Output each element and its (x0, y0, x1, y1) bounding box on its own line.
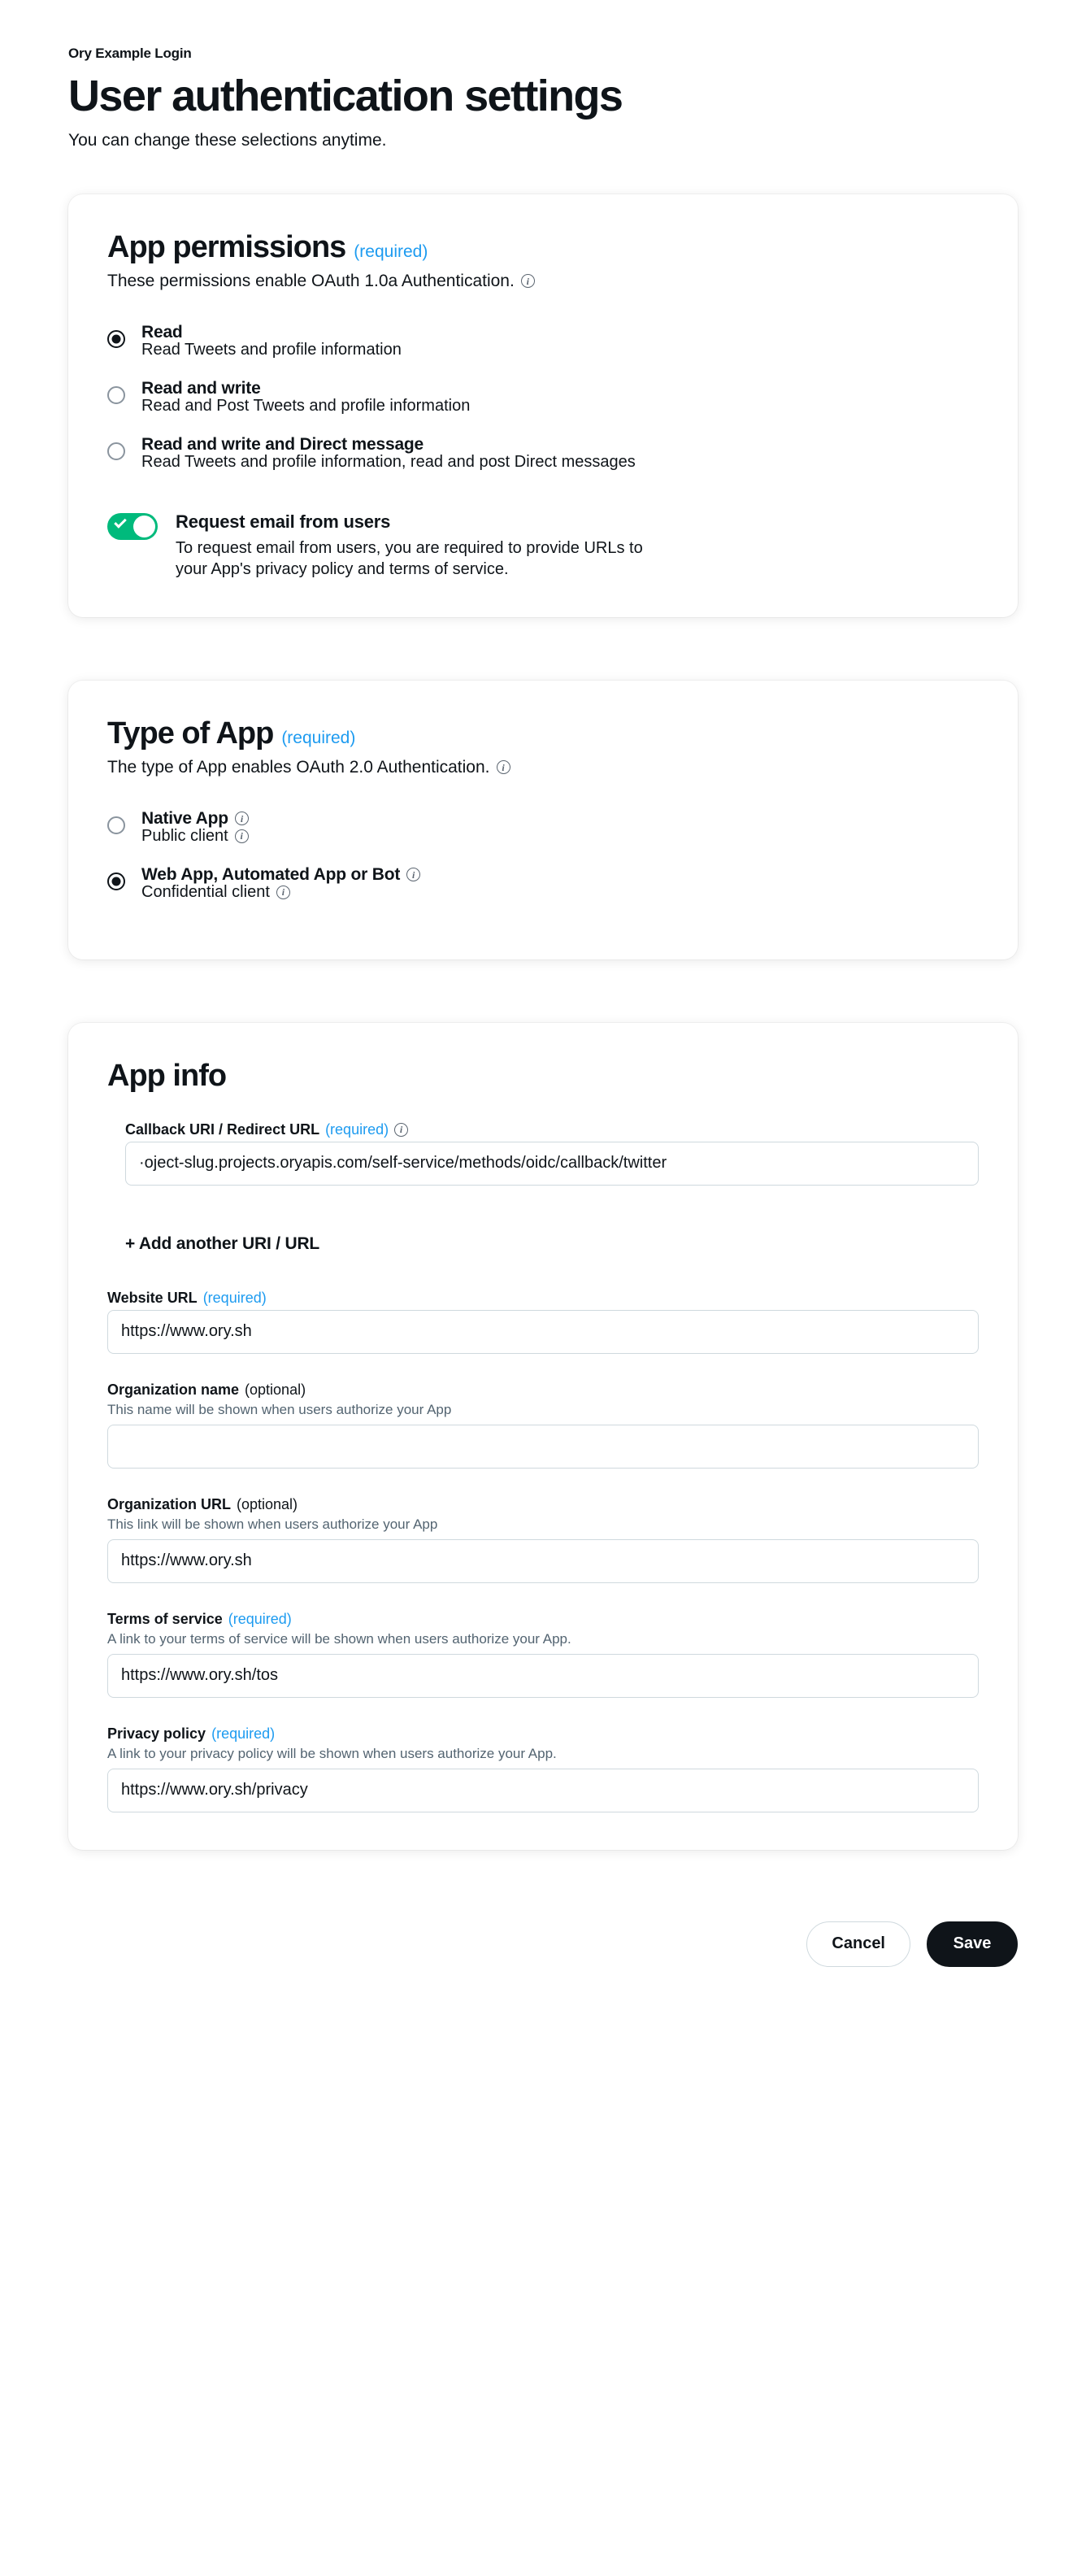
permission-option-read[interactable] (107, 324, 979, 359)
app-permissions-description (107, 272, 979, 291)
organization-url-input[interactable] (107, 1539, 979, 1583)
type-of-app-required-tag: (required) (281, 728, 356, 747)
callback-url-label-text: Callback URI / Redirect URL (125, 1120, 320, 1138)
toggle-knob (133, 516, 155, 537)
app-type-option-help-text: Confidential client (141, 882, 270, 901)
footer-actions (0, 1921, 1086, 1999)
type-of-app-card (68, 681, 1018, 959)
privacy-policy-required-tag: (required) (211, 1725, 276, 1742)
permission-option-help: Read and Post Tweets and profile information (141, 396, 471, 415)
app-info-title (107, 1059, 979, 1094)
request-email-toggle[interactable] (107, 513, 158, 540)
website-url-field (107, 1290, 979, 1354)
app-info-title-text: App info (107, 1058, 227, 1093)
privacy-policy-help: A link to your privacy policy will be shown when users authorize your App. (107, 1745, 557, 1761)
info-icon[interactable]: i (521, 274, 535, 288)
website-url-input[interactable] (107, 1310, 979, 1354)
terms-of-service-field (107, 1611, 979, 1698)
radio-icon[interactable] (107, 872, 125, 890)
radio-icon[interactable] (107, 442, 125, 460)
privacy-policy-label (107, 1725, 979, 1743)
info-icon[interactable]: i (497, 760, 510, 774)
app-type-option-help (141, 884, 290, 901)
type-of-app-description-text: The type of App enables OAuth 2.0 Authentication. (107, 757, 490, 777)
radio-icon[interactable] (107, 330, 125, 348)
radio-icon[interactable] (107, 386, 125, 404)
privacy-policy-label-text: Privacy policy (107, 1725, 206, 1742)
app-permissions-title (107, 230, 979, 265)
app-permissions-description-text: These permissions enable OAuth 1.0a Authentication. (107, 271, 515, 290)
page-header (68, 46, 1018, 150)
app-info-card (68, 1023, 1018, 1850)
app-type-option-label (141, 810, 249, 828)
organization-url-help: This link will be shown when users authorize your App (107, 1516, 438, 1532)
request-email-toggle-row[interactable] (107, 511, 979, 580)
organization-name-input[interactable] (107, 1425, 979, 1469)
save-button[interactable]: Save (927, 1921, 1018, 1967)
app-permissions-title-text: App permissions (107, 229, 346, 264)
organization-name-label (107, 1382, 979, 1399)
add-another-uri-button[interactable]: + Add another URI / URL (125, 1234, 320, 1253)
app-type-option-label (141, 866, 420, 884)
cancel-button[interactable]: Cancel (806, 1921, 910, 1967)
info-icon[interactable]: i (406, 868, 420, 881)
callback-url-label (125, 1121, 979, 1138)
app-type-option-native[interactable] (107, 810, 979, 845)
organization-url-label-text: Organization URL (107, 1495, 231, 1512)
info-icon[interactable]: i (276, 886, 290, 899)
app-permissions-card (68, 194, 1018, 617)
terms-of-service-label-text: Terms of service (107, 1610, 223, 1627)
website-url-label (107, 1290, 979, 1307)
app-type-option-label-text: Native App (141, 808, 228, 828)
radio-icon[interactable] (107, 816, 125, 834)
organization-url-label (107, 1496, 979, 1513)
info-icon[interactable]: i (235, 812, 249, 825)
page-subtitle: You can change these selections anytime. (68, 130, 387, 150)
type-of-app-description (107, 758, 979, 777)
terms-of-service-label (107, 1611, 979, 1628)
organization-name-optional-tag: (optional) (245, 1381, 306, 1398)
organization-name-field (107, 1382, 979, 1469)
website-url-required-tag: (required) (202, 1289, 267, 1306)
website-url-label-text: Website URL (107, 1289, 198, 1306)
organization-url-field (107, 1496, 979, 1583)
callback-url-required-tag: (required) (325, 1120, 389, 1138)
app-permissions-required-tag: (required) (354, 242, 428, 261)
terms-of-service-help: A link to your terms of service will be shown when users authorize your App. (107, 1630, 571, 1647)
organization-name-label-text: Organization name (107, 1381, 240, 1398)
brand-name: Ory Example Login (68, 46, 192, 61)
page-title: User authentication settings (68, 72, 623, 120)
permission-option-label: Read and write (141, 378, 261, 398)
permission-option-read-write[interactable] (107, 380, 979, 415)
callback-url-input[interactable] (125, 1142, 979, 1186)
app-type-option-help-text: Public client (141, 826, 228, 845)
terms-of-service-required-tag: (required) (228, 1610, 292, 1627)
permission-option-help: Read Tweets and profile information (141, 340, 402, 359)
request-email-label: Request email from users (176, 511, 391, 532)
request-email-help: To request email from users, you are required to provide URLs to your App's privacy policy and terms of service. (176, 538, 643, 578)
permission-option-label: Read and write and Direct message (141, 434, 424, 454)
permission-option-help: Read Tweets and profile information, read and post Direct messages (141, 452, 636, 471)
organization-url-optional-tag: (optional) (237, 1495, 298, 1512)
privacy-policy-field (107, 1725, 979, 1812)
type-of-app-title (107, 716, 979, 751)
app-type-option-help (141, 828, 249, 845)
terms-of-service-input[interactable] (107, 1654, 979, 1698)
info-icon[interactable]: i (235, 829, 249, 843)
privacy-policy-input[interactable] (107, 1769, 979, 1812)
permission-option-read-write-dm[interactable] (107, 436, 979, 471)
app-type-option-label-text: Web App, Automated App or Bot (141, 864, 401, 884)
app-type-option-web[interactable] (107, 866, 979, 901)
type-of-app-title-text: Type of App (107, 716, 274, 751)
check-icon (114, 516, 127, 529)
organization-name-help: This name will be shown when users authorize your App (107, 1401, 452, 1417)
permission-option-label: Read (141, 322, 183, 342)
callback-url-field (107, 1121, 979, 1186)
info-icon[interactable]: i (394, 1123, 408, 1137)
